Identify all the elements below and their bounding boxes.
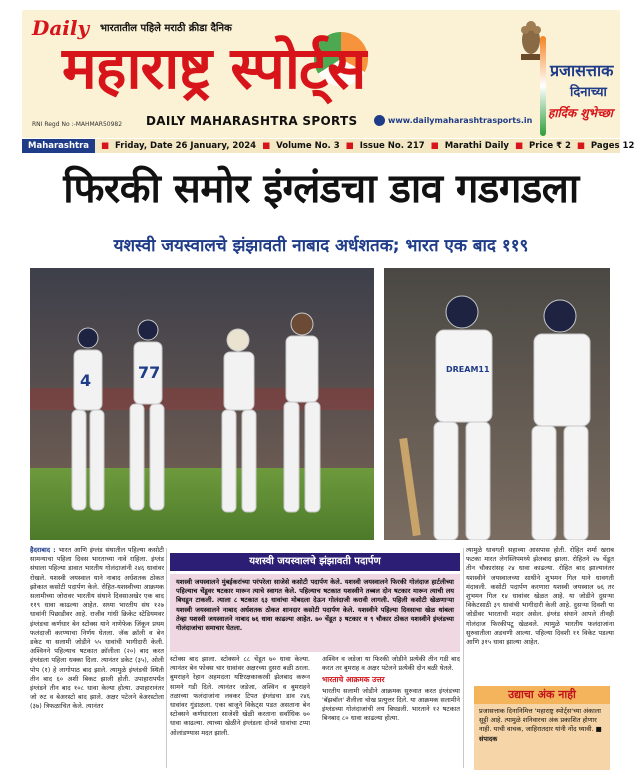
separator: ■ [576,141,585,151]
republic-day-wish: हार्दिक शुभेच्छा [548,106,613,120]
frequency: Marathi Daily [444,141,509,151]
masthead-english-title: DAILY MAHARASHTRA SPORTS [146,114,358,128]
photo-team-celebration [30,268,374,540]
dateline: हैदराबाद : [30,546,56,554]
globe-icon [374,115,385,126]
republic-day-subtitle: दिनाच्या [570,85,607,100]
jersey-number-label: 4 [80,371,92,390]
state-label: Maharashtra [22,139,95,153]
column-rule [463,548,464,768]
separator: ■ [430,141,439,151]
republic-day-title: प्रजासत्ताक [550,61,614,80]
masthead-tagline: भारतातील पहिले मराठी क्रीडा दैनिक [100,23,232,34]
notice-text: प्रजासत्ताक दिनानिमित्त 'महाराष्ट्र स्पोर्ट्स'च्या अंकाला सुट्टी आहे. त्यामुळे शनिवारचा अंक प्रकाशित होणार नाही. याची वाचक, जाहिरातदार यांनी नोंद घ्यावी. [479,707,601,734]
article-column-1 [30,546,164,768]
notice-title: उद्याचा अंक नाही [474,686,610,704]
website-link[interactable]: www.dailymaharashtrasports.in [388,116,533,125]
masthead-daily: Daily [32,16,90,40]
notice-bullet: ■ [595,725,602,734]
volume-number: Volume No. 3 [276,141,340,151]
notice-box [474,704,610,770]
separator: ■ [514,141,523,151]
registration-number: RNI Regd No :-MAHMAR50982 [32,121,123,128]
sponsor-logo-text: DREAM11 [446,365,490,374]
price: Price ₹ 2 [529,141,571,151]
sub-headline: यशस्वी जयस्वालचे झंझावती नाबाद अर्धशतक; भारत एक बाद ११९ [113,236,529,256]
celebration-photo-illustration [30,268,374,540]
main-headline: फिरकी समोर इंग्लंडचा डाव गडगडला [63,166,579,212]
separator: ■ [345,141,354,151]
feature-title: यशस्वी जयस्वालचे झंझावती पदार्पण [170,553,460,571]
issue-info-bar [22,139,635,153]
jersey-number-label: 77 [138,363,161,382]
article-subheading: भारताचे आक्रमक उत्तर [322,675,385,685]
masthead-title: महाराष्ट्र स्पोर्ट्स [62,34,366,102]
separator: ■ [262,141,271,151]
article-text: भारत आणि इंग्लंड संघातील पहिल्या कसोटी सामन्याचा पहिला दिवस भारताच्या नावे राहिला. इंग्लंड संघाला पहिल्या डावात भारतीय गोलंदाजांनी २४६ धावांवर रोखले. यशस्वी जयस्वाल याने नाबाद अर्धशतक ठोकत झोकात कसोटी पदार्पण केले. रोहित-यशस्वीच्या आक्रमक सलामीच्या जोरावर भारतीय संघाने दिवसाअखेर एक बाद ११९ धावा काढल्या आहेत. सध्या भारतीय संघ १२७ धावांनी पिछाडीवर आहे. राजीव गांधी क्रिकेट स्टेडियमवर इंग्लंडचा कर्णधार बेन स्टोक्स याने नाणेफेक जिंकून प्रथम फलंदाजी करण्याचा निर्णय घेतला. जॅक क्रॉली व बेन डकेट या सलामी जोडीने ५५ धावांची भागीदारी केली. अश्विनने पहिल्याच षटकात क्रॉलीला (२०) बाद करत इंग्लंडला पहिला धक्का दिला. त्यानंतर डकेट (३५), ओली पोप (१) हे लागोपाठ बाद झाले. त्यामुळे इंग्लंडची स्थिती तीन बाद ६० अशी बिकट झाली होती. उपाहारापर्यंत इंग्लंडने तीन बाद १०८ धावा केल्या होत्या. उपाहारानंतर जो रुट व बेअरस्टो बाद झाले. अक्षर पटेलने बेअरस्टोला (३७) त्रिफळाचित केले. त्यानंतर [30,546,164,711]
article-text: भारतीय सलामी जोडीने आक्रमक सुरुवात करत इंग्लंडच्या 'बॅझबॉल' शैलीला चोख प्रत्युत्तर दिले. या आक्रमक सलामीने इंग्लंडच्या गोलंदाजांची लय बिघडली. भारताने १२ षटकात बिनबाद ८० धावा काढल्या होत्या. [322,686,460,723]
separator: ■ [101,141,110,151]
feature-text: यशस्वी जयस्वालने मुंबईकरांच्या परंपरेला साजेसे कसोटी पदार्पण केले. यशस्वी जयस्वालने फिरकी गोलंदाज हार्टलीच्या पहिल्याच चेंडूवर षटकार मारून त्याचे स्वागत केले. पहिल्याच षटकात यशस्वीने तब्बल दोन षटकार मारून त्याची लय बिघडून टाकली. त्याला ८ षटकात ६३ धावांचा मोबदला देऊन गोलंदाजी करावी लागली. पहिली कसोटी खेळणाऱ्या यशस्वी जयस्वालने नाबाद अर्धशतक ठोकत शानदार कसोटी पदार्पण केले. यशस्वीने पहिल्या दिवसाचा खेळ थांबला तेव्हा यशस्वी जयस्वालने नाबाद ७६ धावा काढल्या आहेत. ७० चेंडूत ३ षटकार व ९ चौकार ठोकत यशस्वीने इंग्लंडच्या गोलंदाजांचा समाचार घेतला. [170,574,460,652]
batsmen-photo-illustration [384,268,610,540]
page-count: Pages 12 [590,141,635,151]
column-rule [166,548,167,768]
flag-stroke-decoration [540,36,546,136]
issue-number: Issue No. 217 [359,141,425,151]
issue-date: Friday, Date 26 January, 2024 [115,141,257,151]
article-column-2: स्टोक्स बाद झाला. स्टोक्सने ८८ चेंडूत ७० धावा केल्या. त्यानंतर बेन फोक्स चार धावांवर अक्षरच्या दुसरा बळी ठरला. बुमराहने रेहान अहमदला यष्टिरक्षकाकरवी झेलबाद करून सामने गडी दिले. त्यानंतर जडेजा, अश्विन व बुमराहने तळाच्या फलंदाजांना लवकर टिपत इंग्लंडचा डाव २४६ धावांवर गुंडाळला. एका बाजूने विकेट्स पडत असताना बेन स्टोक्सने कर्णधाराला साजेशी खेळी करताना सर्वाधिक ७० धावा काढल्या. त्याच्या खेळीने इंग्लंडला दोनशे धावांचा टप्पा ओलांडण्यास मदत झाली. [170,655,310,737]
notice-signature: संपादक [479,734,498,743]
article-column-3 [322,655,460,768]
masthead [22,10,620,138]
article-text: अश्विन व जडेजा या फिरकी जोडीने प्रत्येकी तीन गडी बाद करत तर बुमराह व अक्षर पटेलने प्रत्येकी दोन बळी घेतले. [322,655,460,673]
photo-batsmen [384,268,610,540]
article-column-4: त्यामुळे धावगती सहाव्या आसपास होती. रोहित शर्मा खराब फटका मारत लेगस्लिपमध्ये झेलबाद झाला. रोहितने २७ चेंडूत तीन चौकारांसह २४ धावा काढल्या. रोहित बाद झाल्यानंतर यशस्वीने जयस्वालच्या साथीने शुभमन गिल याने धावगती मंदावली. कसोटी पदार्पण करणारा यशस्वी जयस्वाल ७६ तर शुभमन गिल १४ धावांवर खेळत आहे. या जोडीने दुसऱ्या विकेटसाठी ३९ धावांची भागीदारी केली आहे. दुसऱ्या दिवशी या जोडीवर भारताची मदार असेल. इंग्लंड संघाने आपले तीनही गोलंदाज फिरकीपटू खेळवले. त्यामुळे भारतीय फलंदाजांना सुरुवातीला अडचणी आल्या. पहिल्या दिवशी ११ विकेट पडल्या आणि ३१५ धावा झाल्या आहेत. [466,546,614,647]
